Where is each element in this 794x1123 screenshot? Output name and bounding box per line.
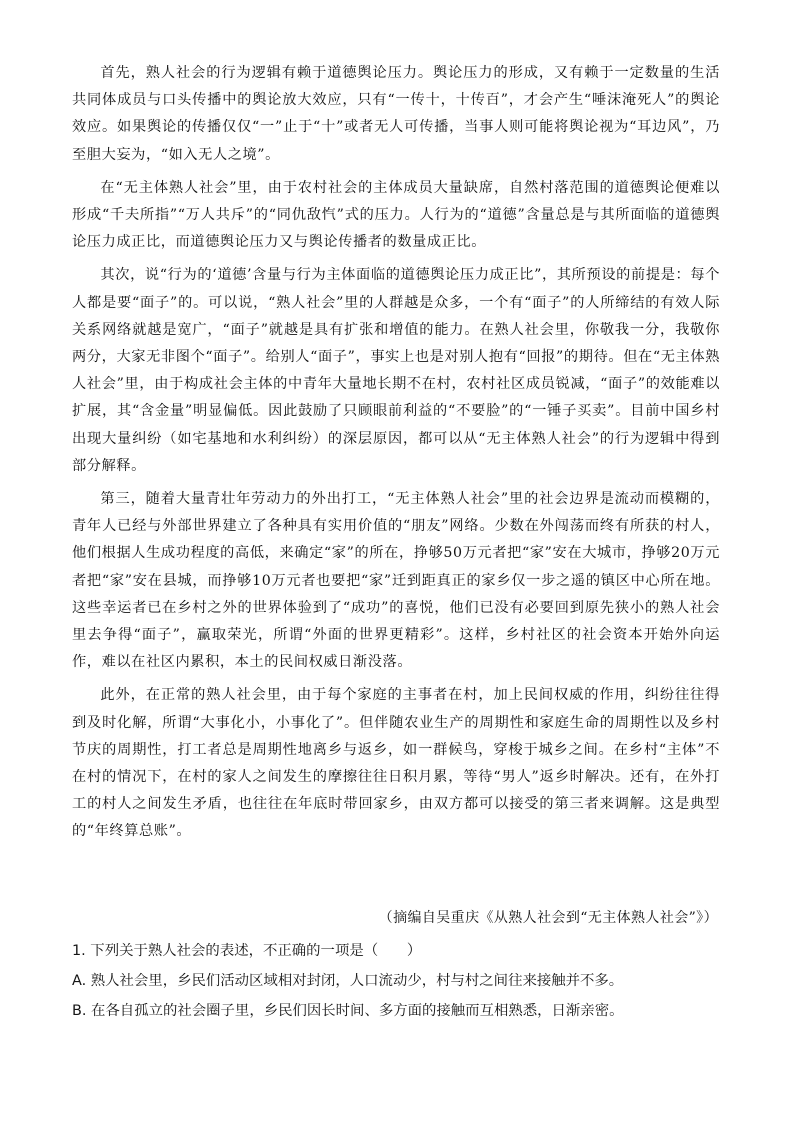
reading-passage [72, 60, 720, 852]
passage-paragraph-4: 第三，随着大量青壮年劳动力的外出打工，“无主体熟人社会”里的社会边界是流动而模糊的，青年人已经与外部世界建立了各种具有实用价值的“朋友”网络。少数在外闯荡而终有所获的村人，他们根据人生成功程度的高低，来确定“家”的所在，挣够50万元者把“家”安在大城市，挣够20万元者把“家”安在县城，而挣够10万元者也要把“家”迁到距真正的家乡仅一步之遥的镇区中心所在地。这些幸运者已在乡村之外的世界体验到了“成功”的喜悦，他们已没有必要回到原先狭小的熟人社会里去争得“面子”，赢取荣光，所谓“外面的世界更精彩”。这样，乡村社区的社会资本开始外向运作，难以在社区内累积，本土的民间权威日渐没落。 [72, 491, 720, 671]
passage-paragraph-2: 在“无主体熟人社会”里，由于农村社会的主体成员大量缺席，自然村落范围的道德舆论便难以形成“千夫所指”“万人共斥”的“同仇敌忾”式的压力。人行为的“道德”含量总是与其所面临的道德舆论压力成正比，而道德舆论压力又与舆论传播者的数量成正比。 [72, 179, 720, 251]
passage-paragraph-1: 首先，熟人社会的行为逻辑有赖于道德舆论压力。舆论压力的形成，又有赖于一定数量的生活共同体成员与口头传播中的舆论放大效应，只有“一传十，十传百”，才会产生“唾沫淹死人”的舆论效应。如果舆论的传播仅仅“一”止于“十”或者无人可传播，当事人则可能将舆论视为“耳边风”，乃至胆大妄为，“如入无人之境”。 [72, 65, 720, 163]
passage-paragraph-5: 此外，在正常的熟人社会里，由于每个家庭的主事者在村，加上民间权威的作用，纠纷往往得到及时化解，所谓“大事化小，小事化了”。但伴随农业生产的周期性和家庭生命的周期性以及乡村节庆的周期性，打工者总是周期性地离乡与返乡，如一群候鸟，穿梭于城乡之间。在乡村“主体”不在村的情况下，在村的家人之间发生的摩擦往往日积月累，等待“男人”返乡时解决。还有，在外打工的村人之间发生矛盾，也往往在年底时带回家乡，由双方都可以接受的第三者来调解。这是典型的“年终算总账”。 [72, 687, 720, 840]
option-b: B. 在各自孤立的社会圈子里，乡民们因长时间、多方面的接触而互相熟悉，日渐亲密。 [72, 1003, 624, 1019]
option-a: A. 熟人社会里，乡民们活动区域相对封闭，人口流动少，村与村之间往来接触并不多。 [72, 973, 624, 989]
passage-paragraph-3: 其次，说“行为的‘道德’含量与行为主体面临的道德舆论压力成正比”，其所预设的前提是：每个人都是要“面子”的。可以说，“熟人社会”里的人群越是众多，一个有“面子”的人所缔结的有效人际关系网络就越是宽广，“面子”就越是具有扩张和增值的能力。在熟人社会里，你敬我一分，我敬你两分，大家无非图个“面子”。给别人“面子”，事实上也是对别人抱有“回报”的期待。但在“无主体熟人社会”里，由于构成社会主体的中青年大量地长期不在村，农村社区成员锐减，“面子”的效能难以扩展，其“含金量”明显偏低。因此鼓励了只顾眼前利益的“不要脸”的“一锤子买卖”。目前中国乡村出现大量纠纷（如宅基地和水利纠纷）的深层原因，都可以从“无主体熟人社会”的行为逻辑中得到部分解释。 [72, 267, 720, 474]
source-citation: （摘编自吴重庆《从熟人社会到“无主体熟人社会”》） [378, 910, 718, 926]
question-block [72, 936, 732, 1026]
question-stem: 1. 下列关于熟人社会的表述，不正确的一项是（ ） [72, 943, 422, 959]
